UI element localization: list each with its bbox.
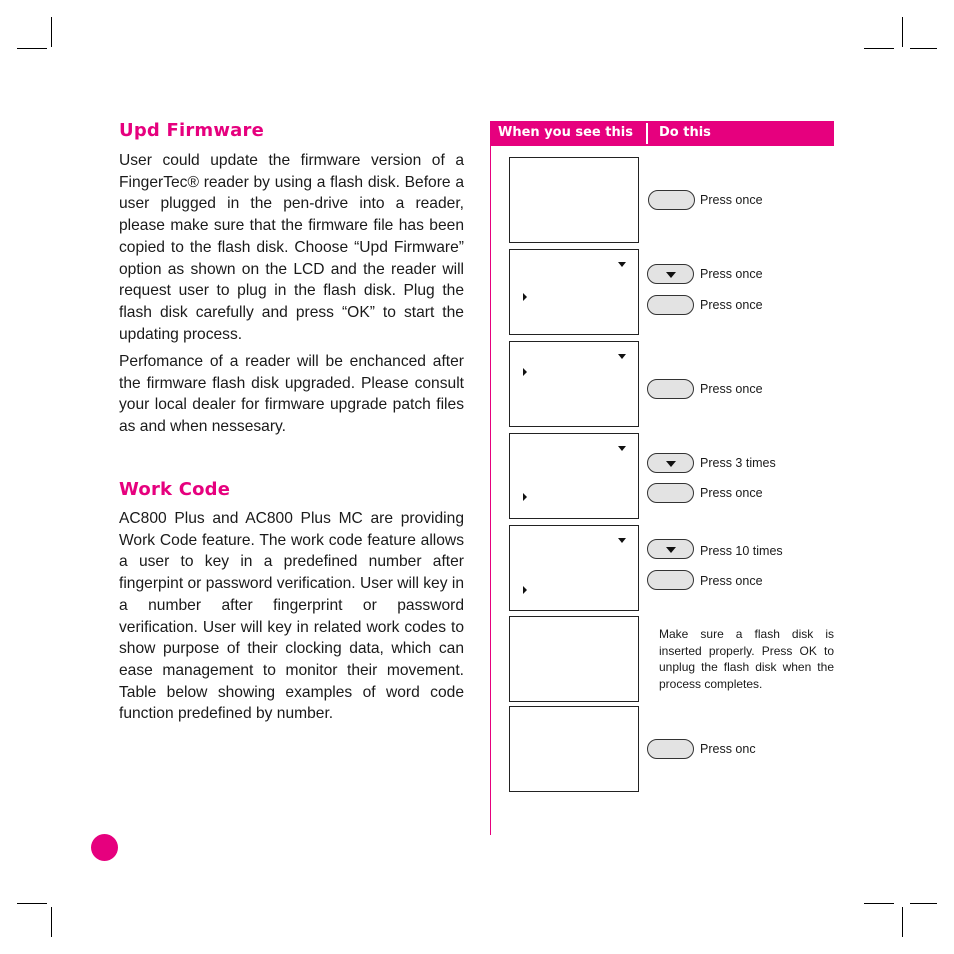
- section-title-work-code: Work Code: [119, 479, 231, 500]
- crop-mark: [17, 48, 47, 49]
- table-left-rule: [490, 146, 491, 835]
- selection-cursor-icon: [523, 368, 527, 376]
- section-title-upd-firmware: Upd Firmware: [119, 120, 265, 141]
- instruction-text: Press onc: [700, 742, 756, 756]
- scroll-down-indicator-icon: [618, 262, 626, 267]
- paragraph-upd-firmware-2: Perfomance of a reader will be enchanced after the firmware flash disk upgraded. Please consult your local dealer for firmware upgrade patch files as and when nessesary.: [119, 353, 464, 436]
- scroll-down-indicator-icon: [618, 354, 626, 359]
- crop-mark: [864, 903, 894, 904]
- table-header: [490, 121, 834, 146]
- instruction-text: Press once: [700, 574, 763, 588]
- instruction-note: Make sure a flash disk is inserted properly. Press OK to unplug the flash disk when the process completes.: [659, 627, 834, 691]
- scroll-down-indicator-icon: [618, 446, 626, 451]
- blank-key[interactable]: [647, 739, 694, 759]
- instruction-text: Press once: [700, 486, 763, 500]
- instruction-text: Press 3 times: [700, 456, 776, 470]
- down-arrow-icon: [666, 547, 676, 553]
- down-arrow-key[interactable]: [647, 539, 694, 559]
- blank-key[interactable]: [647, 379, 694, 399]
- header-do-this: Do this: [659, 125, 711, 140]
- crop-mark: [864, 48, 894, 49]
- down-arrow-key[interactable]: [647, 453, 694, 473]
- page-number-dot: [91, 834, 118, 861]
- blank-key[interactable]: [647, 570, 694, 590]
- scroll-down-indicator-icon: [618, 538, 626, 543]
- instruction-text: Press 10 times: [700, 544, 783, 558]
- lcd-screen-step-7: [509, 706, 639, 792]
- lcd-screen-step-4: [509, 433, 639, 519]
- lcd-screen-step-6: [509, 616, 639, 702]
- crop-mark: [910, 48, 937, 49]
- crop-mark: [902, 907, 903, 937]
- crop-mark: [17, 903, 47, 904]
- instruction-text: Press once: [700, 267, 763, 281]
- down-arrow-icon: [666, 272, 676, 278]
- instruction-text: Press once: [700, 298, 763, 312]
- instruction-text: Press once: [700, 193, 763, 207]
- blank-key[interactable]: [648, 190, 695, 210]
- paragraph-work-code: AC800 Plus and AC800 Plus MC are providing Work Code feature. The work code feature allows a user to key in a predefined number after fingerpint or password verification. User will key in a number after fingerprint or password verification. User will key in related work codes to show purpose of their clocking data, which can ease management to monitor their movement. Table below showing examples of word code function predefined by number.: [119, 510, 464, 723]
- lcd-screen-step-2: [509, 249, 639, 335]
- blank-key[interactable]: [647, 295, 694, 315]
- header-separator: [646, 123, 648, 144]
- crop-mark: [51, 907, 52, 937]
- paragraph-upd-firmware-1: User could update the firmware version of a FingerTec® reader by using a flash disk. Before a user plugged in the pen-drive into a reader, please make sure that the firmware file has been copied to the flash disk. Choose “Upd Firmware” option as shown on the LCD and the reader will request user to plug in the flash disk. Plug the flash disk carefully and press “OK” to start the updating process.: [119, 152, 464, 343]
- crop-mark: [910, 903, 937, 904]
- selection-cursor-icon: [523, 586, 527, 594]
- blank-key[interactable]: [647, 483, 694, 503]
- selection-cursor-icon: [523, 493, 527, 501]
- crop-mark: [51, 17, 52, 47]
- crop-mark: [902, 17, 903, 47]
- down-arrow-icon: [666, 461, 676, 467]
- header-when-you-see-this: When you see this: [498, 125, 633, 140]
- lcd-screen-step-3: [509, 341, 639, 427]
- lcd-screen-step-5: [509, 525, 639, 611]
- selection-cursor-icon: [523, 293, 527, 301]
- lcd-screen-step-1: [509, 157, 639, 243]
- down-arrow-key[interactable]: [647, 264, 694, 284]
- instruction-text: Press once: [700, 382, 763, 396]
